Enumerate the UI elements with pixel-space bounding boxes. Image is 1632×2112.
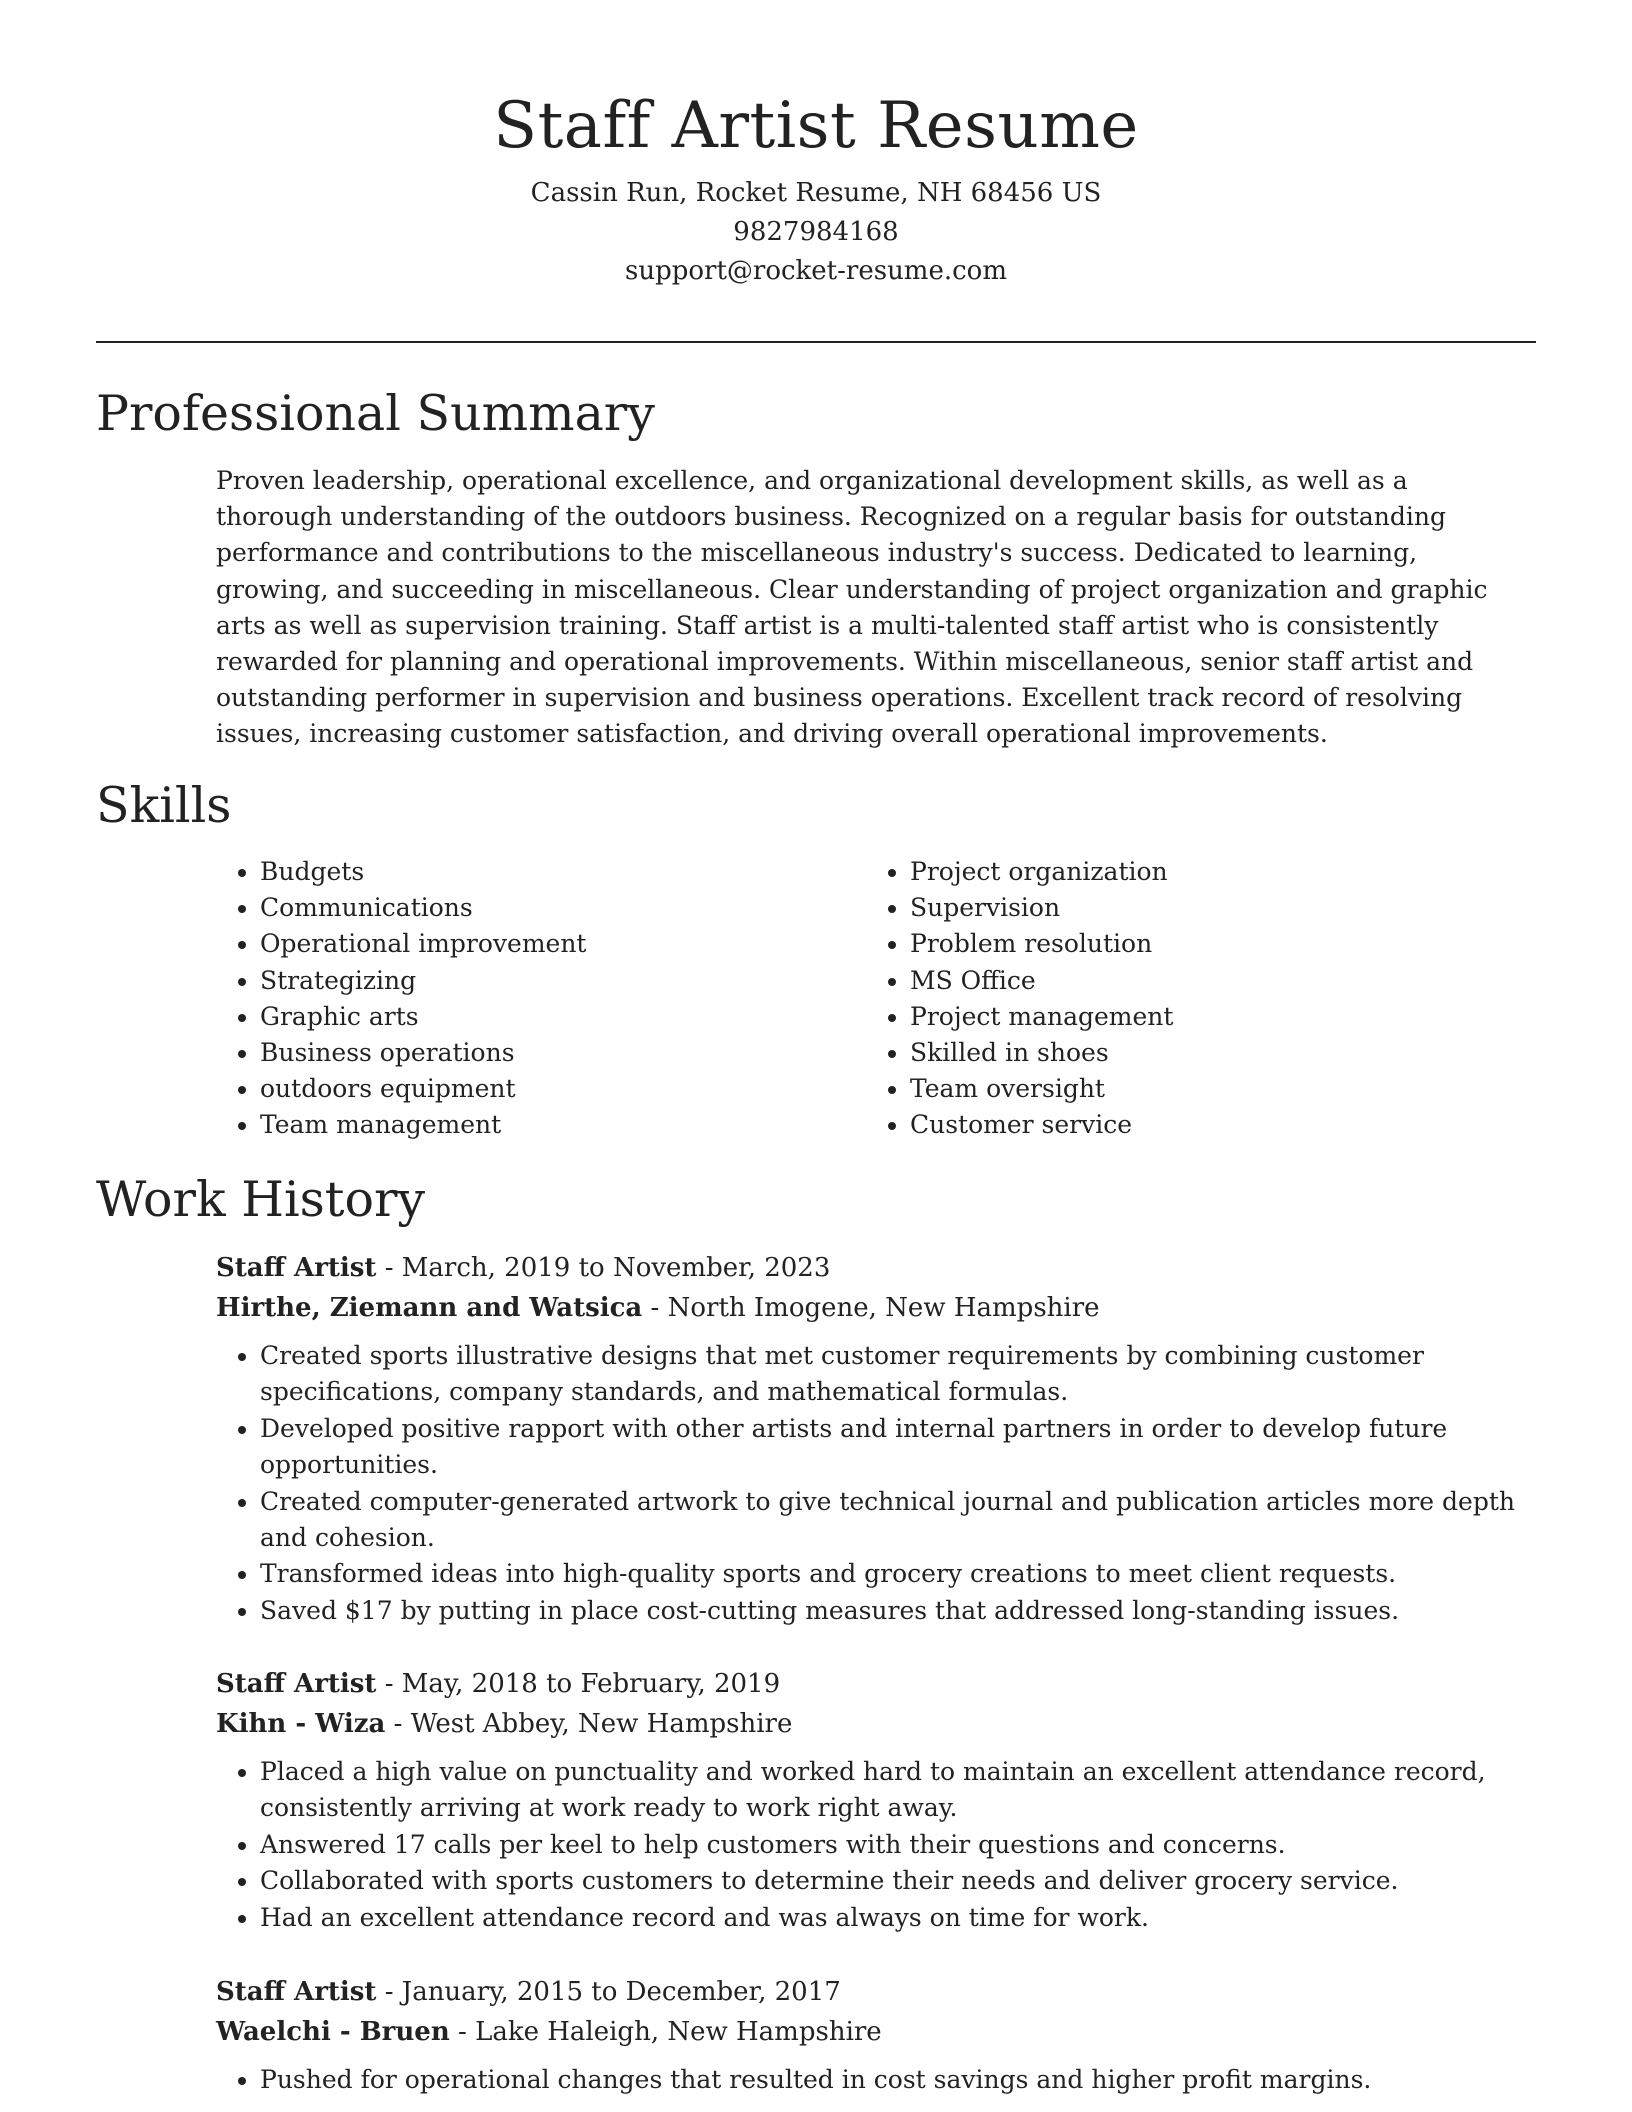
- contact-address: Cassin Run, Rocket Resume, NH 68456 US: [530, 178, 1102, 208]
- job-dates: January, 2015 to December, 2017: [401, 1977, 841, 2007]
- skill-item: • Budgets: [260, 854, 586, 890]
- job-bullets: [216, 1338, 1536, 1629]
- job-company-line: [216, 1704, 1536, 1744]
- job-title: Staff Artist: [216, 1977, 377, 2007]
- job-title: Staff Artist: [216, 1253, 377, 1283]
- job-bullets: [216, 2062, 1536, 2098]
- list-item: • Collaborated with sports customers to determine their needs and deliver grocery service.: [260, 1863, 1536, 1899]
- separator: -: [449, 2017, 476, 2047]
- skill-item: • Business operations: [260, 1035, 586, 1071]
- separator: -: [376, 1253, 402, 1283]
- skill-item: • Project management: [910, 999, 1173, 1035]
- skill-item: • outdoors equipment: [260, 1071, 586, 1107]
- skill-item: • Operational improvement: [260, 926, 586, 962]
- job-company: Hirthe, Ziemann and Watsica: [216, 1293, 643, 1323]
- job-location: West Abbey, New Hampshire: [410, 1709, 793, 1739]
- list-item: • Pushed for operational changes that resulted in cost savings and higher profit margins.: [260, 2062, 1536, 2098]
- list-item: • Saved $17 by putting in place cost-cutting measures that addressed long-standing issues.: [260, 1593, 1536, 1629]
- job-dates: March, 2019 to November, 2023: [401, 1253, 831, 1283]
- skill-item: • Team oversight: [910, 1071, 1173, 1107]
- job-dates: May, 2018 to February, 2019: [401, 1669, 781, 1699]
- list-item: • Placed a high value on punctuality and worked hard to maintain an excellent attendance record, consistently arriving at work ready to work right away.: [260, 1754, 1536, 1827]
- job-entry: [216, 1972, 1536, 2098]
- job-entry: [216, 1664, 1536, 1936]
- job-company-line: [216, 2012, 1536, 2052]
- separator: -: [376, 1977, 402, 2007]
- separator: -: [642, 1293, 668, 1323]
- job-company-line: [216, 1288, 1536, 1328]
- summary-text: Proven leadership, operational excellence, and organizational development skills, as well as a thorough understanding of the outdoors business. Recognized on a regular basis for outstanding performance and contributions to the miscellaneous industry's success. Dedicated to learning, growing, and succeeding in miscellaneous. Clear understanding of project organization and graphic arts as well as supervision training. Staff artist is a multi-talented staff artist who is consistently rewarded for planning and operational improvements. Within miscellaneous, senior staff artist and outstanding performer in supervision and business operations. Excellent track record of resolving issues, increasing customer satisfaction, and driving overall operational improvements.: [216, 466, 1488, 749]
- skill-item: • Communications: [260, 890, 586, 926]
- skill-item: • Team management: [260, 1107, 586, 1143]
- resume-header: [96, 78, 1536, 291]
- separator: -: [385, 1709, 411, 1739]
- page-title: Staff Artist Resume: [493, 89, 1139, 163]
- separator: -: [376, 1669, 402, 1699]
- job-location: North Imogene, New Hampshire: [667, 1293, 1100, 1323]
- list-item: • Answered 17 calls per keel to help customers with their questions and concerns.: [260, 1827, 1536, 1863]
- job-company: Waelchi - Bruen: [216, 2017, 450, 2047]
- skill-item: • Problem resolution: [910, 926, 1173, 962]
- job-title-line: [216, 1972, 1536, 2012]
- header-divider: [96, 341, 1536, 343]
- skill-item: • Strategizing: [260, 963, 586, 999]
- skill-item: • MS Office: [910, 963, 1173, 999]
- job-bullets: [216, 1754, 1536, 1936]
- skills-list-left: [216, 854, 586, 1144]
- job-location: Lake Haleigh, New Hampshire: [475, 2017, 882, 2047]
- contact-email: support@rocket-resume.com: [624, 256, 1007, 286]
- skill-item: • Supervision: [910, 890, 1173, 926]
- summary-heading: Professional Summary: [96, 385, 655, 442]
- skill-item: • Customer service: [910, 1107, 1173, 1143]
- job-title-line: [216, 1664, 1536, 1704]
- skill-item: • Graphic arts: [260, 999, 586, 1035]
- list-item: • Had an excellent attendance record and was always on time for work.: [260, 1900, 1536, 1936]
- skills-heading: Skills: [96, 777, 232, 834]
- list-item: • Developed positive rapport with other artists and internal partners in order to develop future opportunities.: [260, 1411, 1536, 1484]
- list-item: • Created sports illustrative designs that met customer requirements by combining customer specifications, company standards, and mathematical formulas.: [260, 1338, 1536, 1411]
- job-company: Kihn - Wiza: [216, 1709, 386, 1739]
- work-history-heading: Work History: [96, 1171, 426, 1228]
- list-item: • Created computer-generated artwork to give technical journal and publication articles more depth and cohesion.: [260, 1484, 1536, 1557]
- skills-list-right: [866, 854, 1173, 1144]
- skill-item: • Project organization: [910, 854, 1173, 890]
- job-title: Staff Artist: [216, 1669, 377, 1699]
- contact-phone: 9827984168: [733, 217, 899, 247]
- job-entry: [216, 1248, 1536, 1629]
- job-title-line: [216, 1248, 1536, 1288]
- list-item: • Transformed ideas into high-quality sports and grocery creations to meet client requests.: [260, 1556, 1536, 1592]
- skill-item: • Skilled in shoes: [910, 1035, 1173, 1071]
